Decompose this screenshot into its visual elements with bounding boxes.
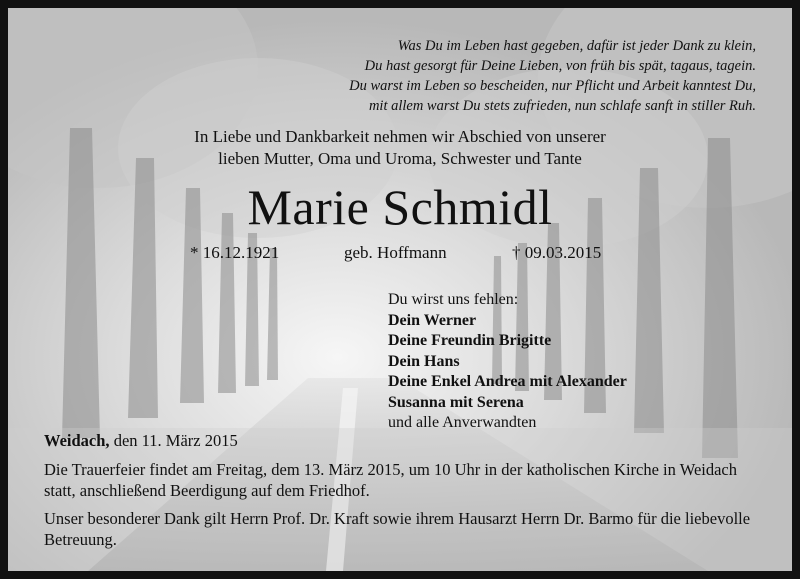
place-town: Weidach, <box>44 431 110 450</box>
mourners-list <box>388 290 627 434</box>
thanks-notice: Unser besonderer Dank gilt Herrn Prof. Dr. Kraft sowie ihrem Hausarzt Herrn Dr. Barmo für die liebevolle Betreuung. <box>44 509 751 549</box>
mourner-name: Deine Enkel Andrea mit Alexander <box>388 373 627 390</box>
place-date: den 11. März 2015 <box>109 431 238 450</box>
death-date: † 09.03.2015 <box>512 243 602 262</box>
poem-line: Du warst im Leben so bescheiden, nur Pflicht und Arbeit kanntest Du, <box>349 78 756 94</box>
farewell-intro <box>8 126 792 170</box>
place-and-date <box>44 430 238 452</box>
mourner-name: Dein Hans <box>388 352 460 370</box>
mourner-name: Dein Werner <box>388 311 477 329</box>
intro-line: In Liebe und Dankbarkeit nehmen wir Abschied von unserer <box>194 127 606 146</box>
mourner-name: Deine Freundin Brigitte <box>388 332 552 349</box>
poem-line: Du hast gesorgt für Deine Lieben, von früh bis spät, tagaus, tagein. <box>364 58 756 74</box>
poem-line: Was Du im Leben hast gegeben, dafür ist jeder Dank zu klein, <box>397 38 756 54</box>
maiden-name: geb. Hoffmann <box>344 243 447 262</box>
birth-date: * 16.12.1921 <box>190 243 280 262</box>
funeral-notice: Die Trauerfeier findet am Freitag, dem 13. März 2015, um 10 Uhr in der katholischen Kirche in Weidach statt, anschließend Beerdigung auf dem Friedhof. <box>44 460 738 500</box>
poem-line: mit allem warst Du stets zufrieden, nun schlafe sanft in stiller Ruh. <box>368 98 756 114</box>
memorial-poem <box>196 36 756 116</box>
mourners-closing: und alle Anverwandten <box>388 414 537 431</box>
intro-line: lieben Mutter, Oma und Uroma, Schwester und Tante <box>218 149 582 168</box>
deceased-name: Marie Schmidl <box>247 179 553 235</box>
mourners-heading: Du wirst uns fehlen: <box>388 291 519 308</box>
mourner-name: Susanna mit Serena <box>388 393 524 411</box>
